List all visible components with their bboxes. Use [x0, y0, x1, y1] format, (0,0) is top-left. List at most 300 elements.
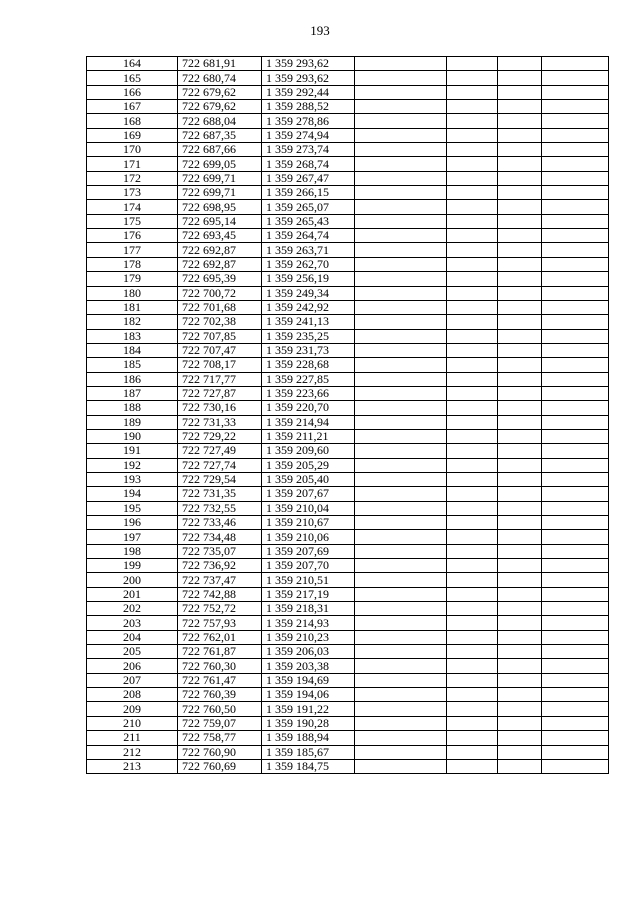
- table-row: [87, 759, 609, 773]
- x-coordinate-cell: 722 727,87: [178, 386, 262, 400]
- y-coordinate-cell: 1 359 266,15: [262, 186, 355, 200]
- x-coordinate-cell: 722 695,39: [178, 272, 262, 286]
- table-row: [87, 214, 609, 228]
- empty-cell: [355, 329, 447, 343]
- table-row: [87, 415, 609, 429]
- empty-cell: [542, 300, 609, 314]
- empty-cell: [498, 444, 542, 458]
- empty-cell: [542, 200, 609, 214]
- empty-cell: [542, 429, 609, 443]
- empty-cell: [542, 472, 609, 486]
- empty-cell: [498, 57, 542, 71]
- y-coordinate-cell: 1 359 228,68: [262, 358, 355, 372]
- x-coordinate-cell: 722 757,93: [178, 616, 262, 630]
- empty-cell: [447, 573, 498, 587]
- y-coordinate-cell: 1 359 293,62: [262, 71, 355, 85]
- point-number-cell: 168: [87, 114, 178, 128]
- empty-cell: [542, 71, 609, 85]
- table-row: [87, 472, 609, 486]
- point-number-cell: 194: [87, 487, 178, 501]
- empty-cell: [447, 645, 498, 659]
- empty-cell: [542, 243, 609, 257]
- table-row: [87, 501, 609, 515]
- empty-cell: [447, 300, 498, 314]
- empty-cell: [355, 716, 447, 730]
- empty-cell: [542, 616, 609, 630]
- point-number-cell: 189: [87, 415, 178, 429]
- x-coordinate-cell: 722 760,30: [178, 659, 262, 673]
- empty-cell: [355, 544, 447, 558]
- empty-cell: [542, 745, 609, 759]
- empty-cell: [355, 343, 447, 357]
- empty-cell: [498, 602, 542, 616]
- empty-cell: [355, 272, 447, 286]
- empty-cell: [355, 587, 447, 601]
- empty-cell: [498, 200, 542, 214]
- point-number-cell: 202: [87, 602, 178, 616]
- empty-cell: [498, 630, 542, 644]
- empty-cell: [498, 415, 542, 429]
- point-number-cell: 174: [87, 200, 178, 214]
- empty-cell: [542, 358, 609, 372]
- empty-cell: [542, 315, 609, 329]
- table-row: [87, 544, 609, 558]
- empty-cell: [447, 71, 498, 85]
- table-row: [87, 458, 609, 472]
- empty-cell: [542, 329, 609, 343]
- point-number-cell: 206: [87, 659, 178, 673]
- point-number-cell: 166: [87, 85, 178, 99]
- point-number-cell: 165: [87, 71, 178, 85]
- table-row: [87, 645, 609, 659]
- x-coordinate-cell: 722 701,68: [178, 300, 262, 314]
- table-row: [87, 85, 609, 99]
- empty-cell: [542, 143, 609, 157]
- empty-cell: [498, 616, 542, 630]
- table-row: [87, 401, 609, 415]
- empty-cell: [542, 688, 609, 702]
- point-number-cell: 196: [87, 516, 178, 530]
- empty-cell: [355, 401, 447, 415]
- x-coordinate-cell: 722 760,39: [178, 688, 262, 702]
- empty-cell: [447, 716, 498, 730]
- point-number-cell: 167: [87, 100, 178, 114]
- empty-cell: [498, 100, 542, 114]
- empty-cell: [355, 429, 447, 443]
- table-row: [87, 358, 609, 372]
- empty-cell: [355, 128, 447, 142]
- y-coordinate-cell: 1 359 227,85: [262, 372, 355, 386]
- empty-cell: [447, 186, 498, 200]
- y-coordinate-cell: 1 359 210,04: [262, 501, 355, 515]
- empty-cell: [498, 186, 542, 200]
- empty-cell: [498, 458, 542, 472]
- table-row: [87, 745, 609, 759]
- empty-cell: [447, 559, 498, 573]
- point-number-cell: 209: [87, 702, 178, 716]
- empty-cell: [447, 516, 498, 530]
- y-coordinate-cell: 1 359 210,51: [262, 573, 355, 587]
- empty-cell: [447, 673, 498, 687]
- x-coordinate-cell: 722 734,48: [178, 530, 262, 544]
- empty-cell: [447, 257, 498, 271]
- empty-cell: [498, 673, 542, 687]
- empty-cell: [355, 386, 447, 400]
- y-coordinate-cell: 1 359 207,70: [262, 559, 355, 573]
- y-coordinate-cell: 1 359 211,21: [262, 429, 355, 443]
- y-coordinate-cell: 1 359 256,19: [262, 272, 355, 286]
- x-coordinate-cell: 722 680,74: [178, 71, 262, 85]
- empty-cell: [542, 673, 609, 687]
- empty-cell: [355, 358, 447, 372]
- empty-cell: [355, 702, 447, 716]
- empty-cell: [447, 458, 498, 472]
- x-coordinate-cell: 722 752,72: [178, 602, 262, 616]
- empty-cell: [447, 501, 498, 515]
- empty-cell: [498, 386, 542, 400]
- empty-cell: [498, 343, 542, 357]
- empty-cell: [447, 386, 498, 400]
- table-row: [87, 602, 609, 616]
- x-coordinate-cell: 722 699,71: [178, 186, 262, 200]
- empty-cell: [542, 731, 609, 745]
- point-number-cell: 212: [87, 745, 178, 759]
- empty-cell: [498, 243, 542, 257]
- x-coordinate-cell: 722 699,71: [178, 171, 262, 185]
- table-row: [87, 731, 609, 745]
- x-coordinate-cell: 722 736,92: [178, 559, 262, 573]
- empty-cell: [447, 286, 498, 300]
- empty-cell: [542, 573, 609, 587]
- empty-cell: [447, 587, 498, 601]
- point-number-cell: 171: [87, 157, 178, 171]
- x-coordinate-cell: 722 761,47: [178, 673, 262, 687]
- point-number-cell: 179: [87, 272, 178, 286]
- empty-cell: [542, 401, 609, 415]
- empty-cell: [542, 214, 609, 228]
- x-coordinate-cell: 722 727,74: [178, 458, 262, 472]
- empty-cell: [447, 272, 498, 286]
- empty-cell: [542, 516, 609, 530]
- x-coordinate-cell: 722 760,50: [178, 702, 262, 716]
- point-number-cell: 177: [87, 243, 178, 257]
- empty-cell: [542, 602, 609, 616]
- empty-cell: [355, 143, 447, 157]
- point-number-cell: 190: [87, 429, 178, 443]
- empty-cell: [498, 257, 542, 271]
- point-number-cell: 204: [87, 630, 178, 644]
- x-coordinate-cell: 722 707,85: [178, 329, 262, 343]
- y-coordinate-cell: 1 359 265,43: [262, 214, 355, 228]
- coordinates-table: [86, 56, 609, 774]
- table-row: [87, 329, 609, 343]
- empty-cell: [447, 472, 498, 486]
- empty-cell: [355, 472, 447, 486]
- y-coordinate-cell: 1 359 203,38: [262, 659, 355, 673]
- empty-cell: [498, 315, 542, 329]
- empty-cell: [498, 516, 542, 530]
- table-row: [87, 673, 609, 687]
- empty-cell: [498, 530, 542, 544]
- x-coordinate-cell: 722 732,55: [178, 501, 262, 515]
- empty-cell: [542, 630, 609, 644]
- empty-cell: [355, 243, 447, 257]
- table-row: [87, 157, 609, 171]
- empty-cell: [447, 171, 498, 185]
- x-coordinate-cell: 722 735,07: [178, 544, 262, 558]
- table-row: [87, 57, 609, 71]
- y-coordinate-cell: 1 359 267,47: [262, 171, 355, 185]
- empty-cell: [542, 100, 609, 114]
- point-number-cell: 183: [87, 329, 178, 343]
- empty-cell: [355, 85, 447, 99]
- empty-cell: [355, 673, 447, 687]
- empty-cell: [447, 415, 498, 429]
- y-coordinate-cell: 1 359 288,52: [262, 100, 355, 114]
- empty-cell: [447, 444, 498, 458]
- y-coordinate-cell: 1 359 214,94: [262, 415, 355, 429]
- x-coordinate-cell: 722 708,17: [178, 358, 262, 372]
- empty-cell: [498, 85, 542, 99]
- table-row: [87, 186, 609, 200]
- y-coordinate-cell: 1 359 194,06: [262, 688, 355, 702]
- empty-cell: [447, 315, 498, 329]
- empty-cell: [355, 616, 447, 630]
- table-row: [87, 300, 609, 314]
- x-coordinate-cell: 722 707,47: [178, 343, 262, 357]
- empty-cell: [447, 85, 498, 99]
- y-coordinate-cell: 1 359 218,31: [262, 602, 355, 616]
- empty-cell: [542, 171, 609, 185]
- table-row: [87, 688, 609, 702]
- point-number-cell: 191: [87, 444, 178, 458]
- y-coordinate-cell: 1 359 205,29: [262, 458, 355, 472]
- empty-cell: [355, 114, 447, 128]
- empty-cell: [498, 143, 542, 157]
- empty-cell: [447, 358, 498, 372]
- table-row: [87, 487, 609, 501]
- y-coordinate-cell: 1 359 293,62: [262, 57, 355, 71]
- empty-cell: [542, 128, 609, 142]
- x-coordinate-cell: 722 693,45: [178, 229, 262, 243]
- empty-cell: [542, 501, 609, 515]
- y-coordinate-cell: 1 359 264,74: [262, 229, 355, 243]
- x-coordinate-cell: 722 681,91: [178, 57, 262, 71]
- empty-cell: [447, 372, 498, 386]
- empty-cell: [355, 659, 447, 673]
- x-coordinate-cell: 722 687,35: [178, 128, 262, 142]
- empty-cell: [447, 114, 498, 128]
- empty-cell: [355, 315, 447, 329]
- empty-cell: [498, 745, 542, 759]
- table-row: [87, 286, 609, 300]
- point-number-cell: 203: [87, 616, 178, 630]
- point-number-cell: 178: [87, 257, 178, 271]
- empty-cell: [498, 171, 542, 185]
- empty-cell: [447, 759, 498, 773]
- empty-cell: [355, 530, 447, 544]
- empty-cell: [498, 71, 542, 85]
- table-row: [87, 616, 609, 630]
- x-coordinate-cell: 722 760,69: [178, 759, 262, 773]
- table-row: [87, 315, 609, 329]
- empty-cell: [447, 100, 498, 114]
- point-number-cell: 164: [87, 57, 178, 71]
- x-coordinate-cell: 722 679,62: [178, 100, 262, 114]
- empty-cell: [447, 57, 498, 71]
- x-coordinate-cell: 722 729,54: [178, 472, 262, 486]
- empty-cell: [542, 386, 609, 400]
- empty-cell: [355, 559, 447, 573]
- empty-cell: [542, 716, 609, 730]
- table-row: [87, 200, 609, 214]
- empty-cell: [498, 731, 542, 745]
- point-number-cell: 172: [87, 171, 178, 185]
- empty-cell: [542, 85, 609, 99]
- empty-cell: [542, 57, 609, 71]
- empty-cell: [542, 415, 609, 429]
- y-coordinate-cell: 1 359 235,25: [262, 329, 355, 343]
- empty-cell: [498, 759, 542, 773]
- empty-cell: [498, 229, 542, 243]
- point-number-cell: 175: [87, 214, 178, 228]
- empty-cell: [355, 286, 447, 300]
- empty-cell: [498, 702, 542, 716]
- table-row: [87, 559, 609, 573]
- empty-cell: [542, 559, 609, 573]
- x-coordinate-cell: 722 729,22: [178, 429, 262, 443]
- y-coordinate-cell: 1 359 262,70: [262, 257, 355, 271]
- point-number-cell: 181: [87, 300, 178, 314]
- empty-cell: [542, 257, 609, 271]
- empty-cell: [355, 257, 447, 271]
- empty-cell: [498, 559, 542, 573]
- point-number-cell: 197: [87, 530, 178, 544]
- y-coordinate-cell: 1 359 194,69: [262, 673, 355, 687]
- empty-cell: [542, 587, 609, 601]
- empty-cell: [355, 516, 447, 530]
- x-coordinate-cell: 722 702,38: [178, 315, 262, 329]
- empty-cell: [355, 415, 447, 429]
- x-coordinate-cell: 722 731,35: [178, 487, 262, 501]
- empty-cell: [498, 300, 542, 314]
- empty-cell: [447, 731, 498, 745]
- empty-cell: [355, 229, 447, 243]
- empty-cell: [542, 659, 609, 673]
- empty-cell: [355, 458, 447, 472]
- empty-cell: [447, 329, 498, 343]
- x-coordinate-cell: 722 742,88: [178, 587, 262, 601]
- empty-cell: [542, 759, 609, 773]
- table-row: [87, 114, 609, 128]
- empty-cell: [355, 731, 447, 745]
- point-number-cell: 169: [87, 128, 178, 142]
- point-number-cell: 199: [87, 559, 178, 573]
- empty-cell: [447, 128, 498, 142]
- point-number-cell: 200: [87, 573, 178, 587]
- empty-cell: [355, 100, 447, 114]
- empty-cell: [542, 286, 609, 300]
- page-number: 193: [310, 23, 330, 38]
- point-number-cell: 198: [87, 544, 178, 558]
- empty-cell: [447, 429, 498, 443]
- table-body: [87, 57, 609, 774]
- y-coordinate-cell: 1 359 188,94: [262, 731, 355, 745]
- empty-cell: [447, 143, 498, 157]
- point-number-cell: 170: [87, 143, 178, 157]
- point-number-cell: 201: [87, 587, 178, 601]
- y-coordinate-cell: 1 359 214,93: [262, 616, 355, 630]
- point-number-cell: 186: [87, 372, 178, 386]
- empty-cell: [542, 530, 609, 544]
- x-coordinate-cell: 722 762,01: [178, 630, 262, 644]
- table-row: [87, 143, 609, 157]
- point-number-cell: 193: [87, 472, 178, 486]
- y-coordinate-cell: 1 359 268,74: [262, 157, 355, 171]
- x-coordinate-cell: 722 687,66: [178, 143, 262, 157]
- empty-cell: [498, 587, 542, 601]
- point-number-cell: 182: [87, 315, 178, 329]
- empty-cell: [542, 157, 609, 171]
- table-row: [87, 100, 609, 114]
- empty-cell: [498, 573, 542, 587]
- empty-cell: [498, 688, 542, 702]
- empty-cell: [447, 659, 498, 673]
- table-row: [87, 171, 609, 185]
- x-coordinate-cell: 722 737,47: [178, 573, 262, 587]
- table-row: [87, 530, 609, 544]
- empty-cell: [355, 487, 447, 501]
- table-row: [87, 229, 609, 243]
- point-number-cell: 185: [87, 358, 178, 372]
- y-coordinate-cell: 1 359 263,71: [262, 243, 355, 257]
- empty-cell: [542, 702, 609, 716]
- table-row: [87, 386, 609, 400]
- y-coordinate-cell: 1 359 209,60: [262, 444, 355, 458]
- empty-cell: [447, 745, 498, 759]
- y-coordinate-cell: 1 359 278,86: [262, 114, 355, 128]
- point-number-cell: 188: [87, 401, 178, 415]
- y-coordinate-cell: 1 359 223,66: [262, 386, 355, 400]
- point-number-cell: 192: [87, 458, 178, 472]
- empty-cell: [542, 487, 609, 501]
- empty-cell: [447, 401, 498, 415]
- empty-cell: [498, 659, 542, 673]
- y-coordinate-cell: 1 359 207,67: [262, 487, 355, 501]
- empty-cell: [355, 200, 447, 214]
- point-number-cell: 205: [87, 645, 178, 659]
- x-coordinate-cell: 722 692,87: [178, 243, 262, 257]
- y-coordinate-cell: 1 359 220,70: [262, 401, 355, 415]
- y-coordinate-cell: 1 359 249,34: [262, 286, 355, 300]
- empty-cell: [498, 501, 542, 515]
- empty-cell: [355, 573, 447, 587]
- empty-cell: [447, 487, 498, 501]
- point-number-cell: 195: [87, 501, 178, 515]
- table-row: [87, 573, 609, 587]
- y-coordinate-cell: 1 359 265,07: [262, 200, 355, 214]
- empty-cell: [447, 616, 498, 630]
- empty-cell: [355, 372, 447, 386]
- empty-cell: [447, 157, 498, 171]
- point-number-cell: 180: [87, 286, 178, 300]
- table-row: [87, 71, 609, 85]
- empty-cell: [447, 243, 498, 257]
- empty-cell: [355, 444, 447, 458]
- x-coordinate-cell: 722 730,16: [178, 401, 262, 415]
- point-number-cell: 173: [87, 186, 178, 200]
- x-coordinate-cell: 722 731,33: [178, 415, 262, 429]
